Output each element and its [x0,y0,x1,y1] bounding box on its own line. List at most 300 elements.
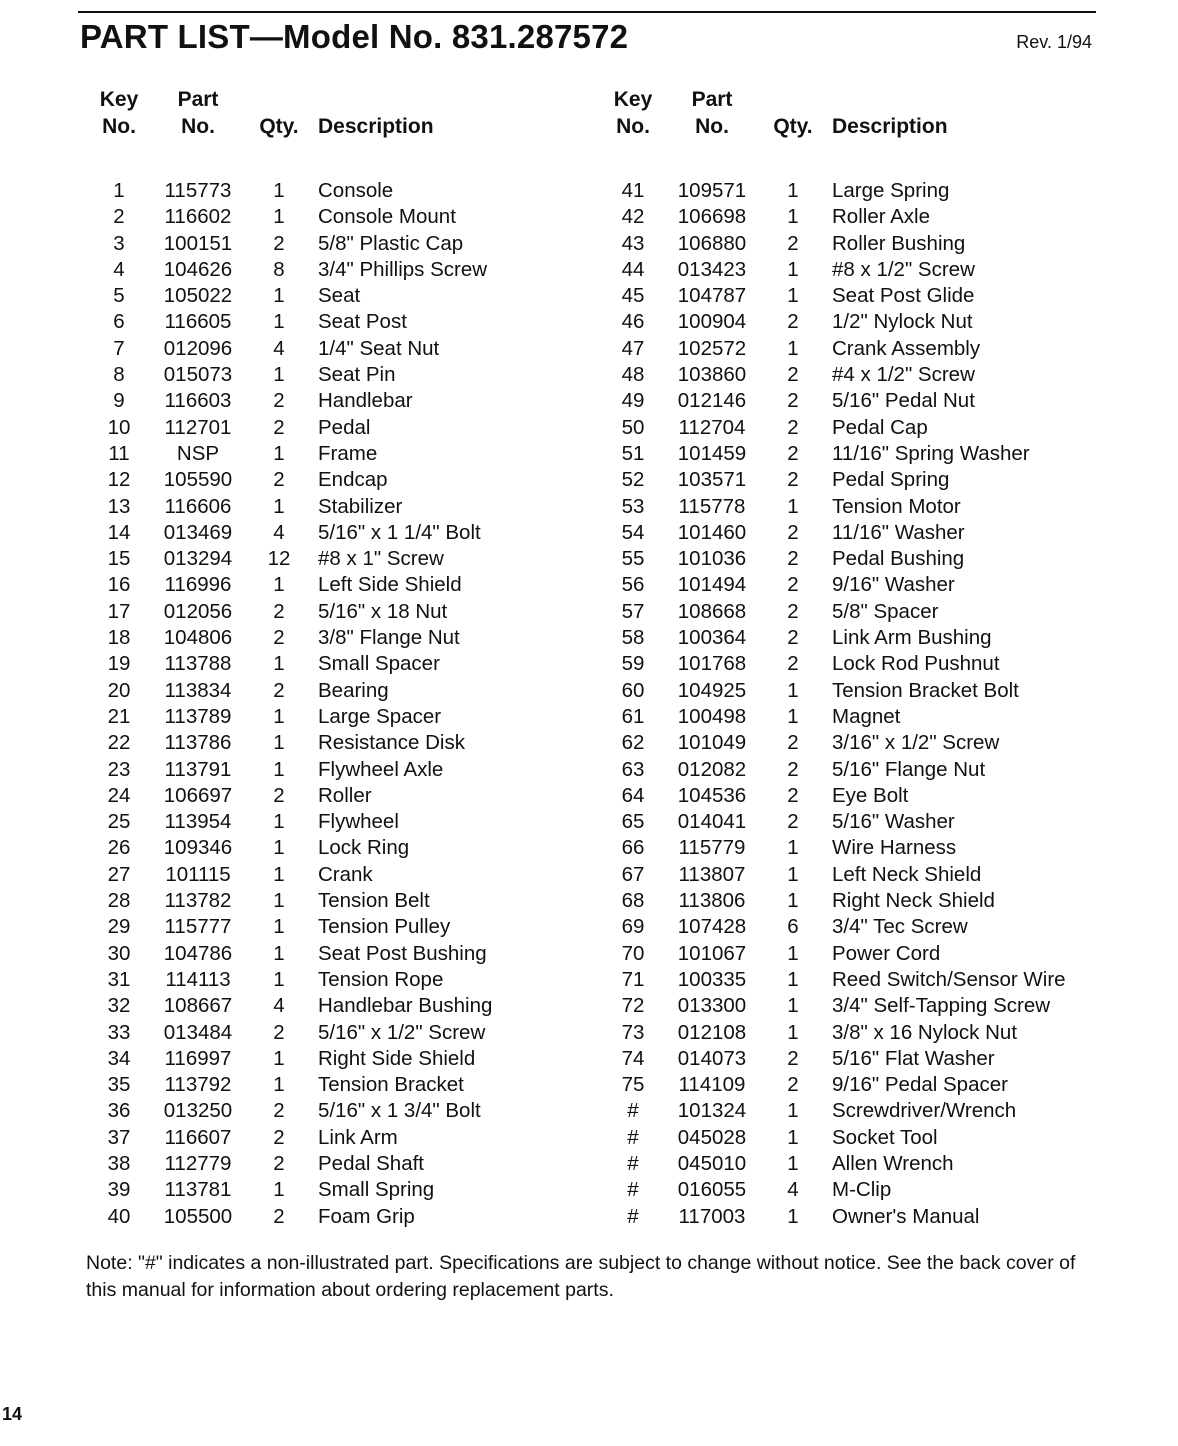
table-row [602,993,1102,1019]
table-row [602,1020,1102,1046]
description: 5/16" Flange Nut [832,757,986,781]
qty: 2 [787,415,799,439]
description: Seat [318,284,361,308]
qty: 1 [273,915,285,939]
table-row [602,283,1102,309]
description: Small Spring [318,1178,435,1202]
key-no: 41 [621,179,645,202]
table-row [88,1204,588,1230]
description: #4 x 1/2" Screw [832,363,975,387]
description: 9/16" Washer [832,573,955,597]
part-no: 106880 [677,231,747,255]
key-no: 48 [621,363,645,387]
key-no: 31 [107,967,131,991]
part-no: 113806 [678,889,746,913]
qty: 1 [787,678,799,702]
qty-header: Qty. [259,115,299,138]
qty: 1 [787,1099,799,1123]
parts-table-left [88,86,588,1230]
description: Eye Bolt [832,783,909,807]
part-no: 101067 [677,941,747,965]
description: 5/16" Washer [832,810,955,834]
qty: 2 [787,231,799,255]
key-no: 54 [621,520,645,544]
description: Right Neck Shield [832,889,995,913]
description: #8 x 1" Screw [318,547,444,571]
part-no: 113781 [164,1178,232,1202]
description: Link Arm [318,1125,398,1149]
part-no: 101459 [677,441,747,465]
table-row [602,336,1102,362]
qty: 1 [273,573,285,597]
key-no: 3 [113,231,125,255]
key-no: 28 [107,889,131,913]
description: 5/8" Spacer [832,599,939,623]
table-row [88,415,588,441]
table-row [602,572,1102,598]
top-rule [78,11,1096,13]
table-row [602,1125,1102,1151]
qty: 2 [273,599,285,623]
key-no: 21 [107,704,131,728]
part-no: 116602 [164,205,232,229]
table-row [602,888,1102,914]
description: Seat Post Glide [832,284,975,308]
table-row [602,1204,1102,1230]
description: 11/16" Spring Washer [832,441,1030,465]
qty: 2 [787,757,799,781]
qty: 1 [273,652,285,676]
key-no: 9 [113,389,125,413]
description: Roller [318,783,372,807]
description: Link Arm Bushing [832,626,992,650]
description: Frame [318,441,378,465]
part-no: 114113 [165,967,231,991]
qty: 1 [787,494,799,518]
qty: 2 [273,1204,285,1228]
qty: 1 [787,862,799,886]
description: Owner's Manual [832,1204,980,1228]
key-no: # [627,1151,639,1175]
key-no: 4 [113,257,125,281]
key-no: 62 [621,731,645,755]
qty: 2 [787,520,799,544]
key-no: 53 [621,494,645,518]
table-row [602,467,1102,493]
key-no: 18 [107,626,131,650]
qty: 4 [787,1178,799,1202]
part-no: 113792 [164,1073,232,1097]
key-no: 11 [108,441,130,465]
description: Reed Switch/Sensor Wire [832,967,1066,991]
part-no: 113834 [164,678,232,702]
description: Seat Pin [318,363,396,387]
qty: 1 [273,179,285,202]
table-row [602,388,1102,414]
table-row [602,257,1102,283]
part-no-header: Part No. [691,88,733,138]
description: Allen Wrench [832,1151,954,1175]
key-no: 40 [107,1204,131,1228]
table-row [602,625,1102,651]
key-no: 7 [113,336,125,360]
key-no: 25 [107,810,131,834]
qty: 1 [787,257,799,281]
key-no: 61 [621,704,645,728]
description: 11/16" Washer [832,520,965,544]
key-no: 33 [107,1020,131,1044]
qty: 1 [273,205,285,229]
table-row [602,309,1102,335]
part-no: 104536 [677,783,747,807]
part-no: 101460 [677,520,747,544]
key-no: 14 [107,520,131,544]
qty: 2 [273,783,285,807]
qty: 2 [787,783,799,807]
description: Flywheel [318,810,399,834]
table-row [602,1151,1102,1177]
key-no: 51 [621,441,645,465]
part-no: 109571 [677,179,747,202]
qty: 1 [273,494,285,518]
description: Pedal [318,415,371,439]
part-no: 112701 [164,415,232,439]
key-no: 71 [621,967,645,991]
description: Socket Tool [832,1125,938,1149]
table-row [88,178,588,204]
qty: 2 [273,626,285,650]
table-row [88,651,588,677]
key-no: 19 [107,652,131,676]
table-row [602,941,1102,967]
description: 3/4" Tec Screw [832,915,968,939]
key-no: 44 [621,257,645,281]
description: Tension Pulley [318,915,451,939]
table-row [88,809,588,835]
key-no: 72 [621,994,645,1018]
qty: 1 [273,441,285,465]
part-no: 013300 [677,994,747,1018]
key-no: 34 [107,1046,131,1070]
description: 3/4" Phillips Screw [318,257,488,281]
qty: 2 [787,363,799,387]
description: 5/16" x 1/2" Screw [318,1020,486,1044]
description: Stabilizer [318,494,403,518]
qty: 2 [787,810,799,834]
description: Bearing [318,678,389,702]
table-row [602,599,1102,625]
description: 3/4" Self-Tapping Screw [832,994,1051,1018]
qty: 4 [273,994,285,1018]
key-no: 67 [621,862,645,886]
part-no: 116997 [164,1046,232,1070]
part-no: 105022 [163,284,233,308]
part-no: 106697 [163,783,233,807]
description-header: Description [832,115,948,138]
description: Power Cord [832,941,941,965]
description: Crank [318,862,373,886]
table-row [602,520,1102,546]
key-no: 1 [113,179,125,202]
description: Tension Bracket [318,1073,464,1097]
key-no: 74 [621,1046,645,1070]
table-row [88,783,588,809]
qty: 2 [273,415,285,439]
part-no: 014041 [677,810,747,834]
qty: 1 [787,336,799,360]
table-row [602,362,1102,388]
description: Pedal Cap [832,415,928,439]
description: Seat Post [318,310,407,334]
qty: 1 [273,941,285,965]
table-row [88,625,588,651]
qty: 1 [787,205,799,229]
key-no: 12 [107,468,131,492]
description: Lock Rod Pushnut [832,652,1000,676]
key-no: 46 [621,310,645,334]
table-row [88,336,588,362]
key-no: 26 [107,836,131,860]
part-no: 115779 [678,836,746,860]
table-row [88,888,588,914]
qty: 1 [273,704,285,728]
table-row [88,993,588,1019]
table-row [602,704,1102,730]
table-row [88,678,588,704]
header-row [602,86,1102,140]
part-no: 104925 [677,678,747,702]
qty: 1 [787,1204,799,1228]
qty: 2 [787,310,799,334]
key-no: 32 [107,994,131,1018]
key-no: 2 [113,205,125,229]
part-no: 045010 [677,1151,747,1175]
description: Endcap [318,468,388,492]
table-row [88,1177,588,1203]
qty: 2 [787,1073,799,1097]
description: Small Spacer [318,652,440,676]
table-row [88,914,588,940]
description: Wire Harness [832,836,957,860]
part-no-header: Part No. [177,88,219,138]
key-no: 16 [107,573,131,597]
part-no: 114109 [678,1073,746,1097]
table-row [602,678,1102,704]
page-number: 14 [2,1404,23,1424]
part-no: 108668 [677,599,747,623]
table-row [602,651,1102,677]
qty: 1 [787,1151,799,1175]
table-row [88,1151,588,1177]
key-no: 45 [621,284,645,308]
key-no: # [627,1178,639,1202]
qty: 6 [787,915,799,939]
table-row [88,704,588,730]
key-no: 42 [621,205,645,229]
qty: 2 [273,1020,285,1044]
description: 9/16" Pedal Spacer [832,1073,1008,1097]
part-no: NSP [176,441,220,465]
header-row [88,86,588,140]
table-row [88,967,588,993]
description: Flywheel Axle [318,757,444,781]
qty: 2 [273,389,285,413]
key-no: 5 [113,284,125,308]
part-no: 116607 [164,1125,232,1149]
part-no: 013423 [677,257,747,281]
table-row [602,441,1102,467]
part-no: 113791 [164,757,232,781]
table-row [88,730,588,756]
qty: 1 [273,731,285,755]
part-no: 117003 [678,1204,746,1228]
qty: 1 [273,889,285,913]
part-no: 115773 [164,179,232,202]
qty: 2 [787,468,799,492]
key-no-header: Key No. [613,88,653,138]
part-no: 045028 [677,1125,747,1149]
key-no: 75 [621,1073,645,1097]
key-no: 60 [621,678,645,702]
part-no: 103860 [677,363,747,387]
part-no: 104786 [163,941,233,965]
qty: 8 [273,257,285,281]
description: Right Side Shield [318,1046,476,1070]
table-row [602,178,1102,204]
description: M-Clip [832,1178,892,1202]
key-no: 50 [621,415,645,439]
key-no: 55 [621,547,645,571]
qty: 2 [273,1125,285,1149]
part-no: 107428 [677,915,747,939]
description: 5/16" x 1 3/4" Bolt [318,1099,481,1123]
key-no: 68 [621,889,645,913]
table-row [602,757,1102,783]
key-no: 22 [107,731,131,755]
qty: 4 [273,336,285,360]
description: Large Spring [832,179,950,202]
qty: 2 [787,441,799,465]
key-no: 6 [113,310,125,334]
description: 5/16" Pedal Nut [832,389,975,413]
description: Tension Bracket Bolt [832,678,1019,702]
table-row [602,783,1102,809]
description-header: Description [318,115,434,138]
description: Lock Ring [318,836,410,860]
table-row [88,599,588,625]
key-no: 56 [621,573,645,597]
table-row [602,546,1102,572]
qty: 1 [273,836,285,860]
description: 5/16" x 1 1/4" Bolt [318,520,481,544]
description: 1/2" Nylock Nut [832,310,973,334]
table-row [88,1098,588,1124]
table-row [88,941,588,967]
qty: 1 [273,1046,285,1070]
table-row [602,231,1102,257]
qty: 1 [273,310,285,334]
qty: 1 [273,757,285,781]
table-row [88,520,588,546]
key-no: # [627,1204,639,1228]
table-row [88,546,588,572]
part-no: 100498 [677,704,747,728]
table-row [88,757,588,783]
part-no: 013250 [163,1099,233,1123]
part-no: 013484 [163,1020,233,1044]
key-no: 47 [621,336,645,360]
key-no: 69 [621,915,645,939]
table-row [88,204,588,230]
key-no: 49 [621,389,645,413]
description: Roller Bushing [832,231,966,255]
table-row [88,362,588,388]
table-row [602,494,1102,520]
table-row [88,283,588,309]
description: 5/16" x 18 Nut [318,599,448,623]
part-no: 109346 [163,836,233,860]
part-no: 112779 [164,1151,232,1175]
key-no: 57 [621,599,645,623]
table-row [602,967,1102,993]
key-no: # [627,1099,639,1123]
part-no: 101768 [677,652,747,676]
part-no: 106698 [677,205,747,229]
table-row [602,914,1102,940]
key-no: # [627,1125,639,1149]
qty: 1 [273,284,285,308]
key-no: 37 [107,1125,131,1149]
revision-label: Rev. 1/94 [1016,32,1092,52]
table-row [602,1072,1102,1098]
part-no: 108667 [163,994,233,1018]
table-row [602,1098,1102,1124]
qty: 2 [273,1099,285,1123]
table-row [88,257,588,283]
description: Foam Grip [318,1204,415,1228]
part-no: 100904 [677,310,747,334]
part-no: 101494 [677,573,747,597]
key-no: 58 [621,626,645,650]
part-no: 113788 [164,652,232,676]
part-no: 016055 [677,1178,747,1202]
description: Magnet [832,704,901,728]
qty: 1 [787,704,799,728]
part-no: 012108 [677,1020,747,1044]
qty: 2 [787,547,799,571]
part-no: 104626 [163,257,233,281]
qty: 2 [787,599,799,623]
table-row [602,809,1102,835]
qty: 2 [273,468,285,492]
part-no: 105590 [163,468,233,492]
table-row [88,467,588,493]
table-row [88,1072,588,1098]
qty: 1 [787,1020,799,1044]
qty: 1 [273,1178,285,1202]
part-no: 101049 [677,731,747,755]
qty: 2 [273,231,285,255]
qty: 1 [273,810,285,834]
qty: 12 [267,547,291,571]
part-no: 104806 [163,626,233,650]
description: Console [318,179,394,202]
qty: 1 [787,284,799,308]
key-no: 35 [107,1073,131,1097]
part-no: 100151 [163,231,233,255]
key-no: 17 [107,599,131,623]
part-no: 104787 [677,284,747,308]
